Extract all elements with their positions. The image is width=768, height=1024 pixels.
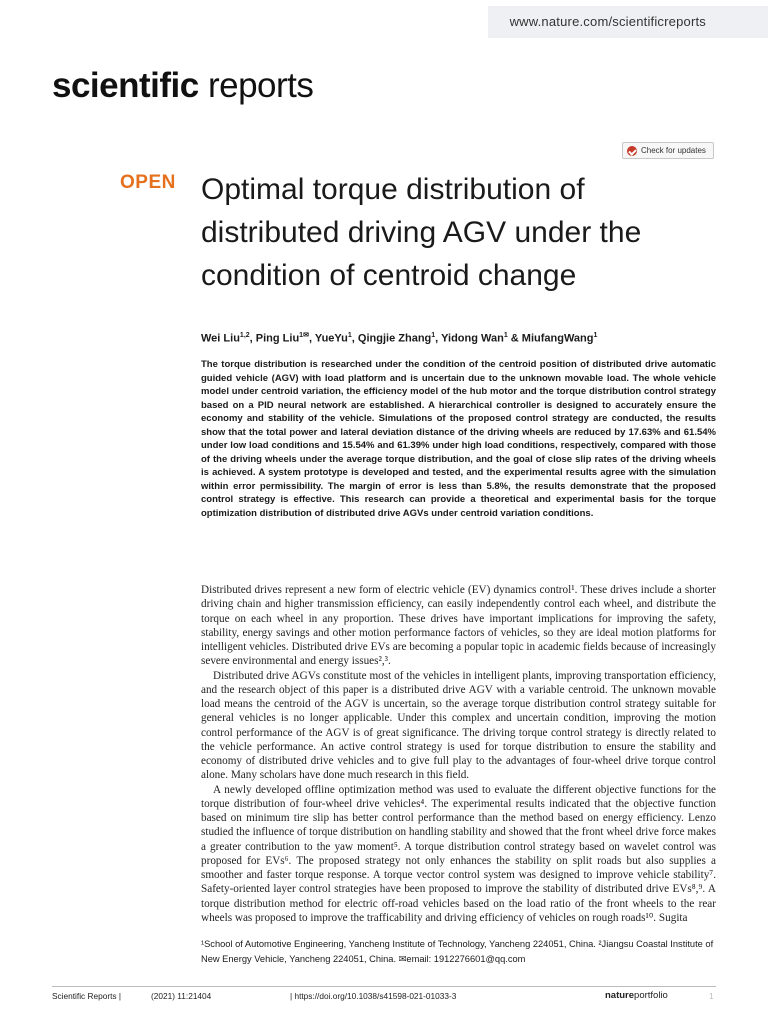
author-name[interactable]: Ping Liu: [255, 332, 300, 345]
journal-name-light: reports: [207, 66, 314, 105]
author-list: Wei Liu$^{1,2}$, Ping Liu$^{1✉}$, YueYu$^1$, Qingjie Zhang$^1$, Yidong Wan$^1$ & MiufangWang$^1$: [201, 332, 598, 345]
check-updates-icon: [627, 146, 637, 156]
journal-name-bold: scientific: [52, 66, 199, 105]
publisher-name-light: portfolio: [634, 990, 668, 1001]
body-paragraph: A newly developed offline optimization method was used to evaluate the different objective functions for the torque distribution of four-wheel drive vehicles⁴. The experimental results indicated that the objective function based on minimum tire slip has better control performance than the method based on energy efficiency. Lenzo studied the influence of torque distribution on handling stability and showed that the front wheel drive force makes a greater contribution to the yaw moment⁵. A torque distribution control strategy based on wavelet control was proposed for EVs⁶. The proposed strategy not only enhances the stability on split roads but also supplies a smoother and faster torque response. A torque vector control system was designed to improve vehicle stability⁷. Safety-oriented layer control strategies have been proposed to improve the stability of distributed drive EVs⁸,⁹. A torque distribution method for electric off-road vehicles based on the load ratio of the front wheels to the rear wheels was proposed to improve the trafficability and driving efficiency of vehicles on rough roads¹⁰. Sugita: [201, 783, 716, 924]
journal-logo[interactable]: [52, 66, 313, 106]
footer-journal-ref: Scientific Reports |: [52, 991, 122, 1001]
author-affiliation: 1✉: [299, 332, 309, 339]
open-access-label: OPEN: [120, 172, 176, 193]
author-affiliation: 1: [431, 332, 436, 339]
top-bar: [0, 0, 768, 42]
publisher-name-bold: nature: [605, 990, 635, 1001]
affiliations-footnote: ¹School of Automotive Engineering, Yancheng Institute of Technology, Yancheng 224051, China. ²Jiangsu Coastal Institute of New Energy Vehicle, Yancheng 224051, China. ✉email: 1912276601@qq.com: [201, 939, 714, 964]
footer-volume: (2021) 11:21404: [151, 991, 212, 1001]
publisher-logo: [605, 990, 668, 1001]
page-footer: [52, 991, 716, 1005]
body-paragraph: Distributed drives represent a new form of electric vehicle (EV) dynamics control¹. These drives include a shorter driving chain and higher transmission efficiency, can easily independently control each wheel, and distribute the torque on each wheel in any proportion. These drives have important implications for improving the safety, stability, energy savings and other motion performance factors of vehicles, so they are ideal motion platforms for intelligent vehicles. Distributed drive EVs are becoming a popular topic in academic fields because of increasingly severe environmental and energy issues²,³.: [201, 584, 716, 668]
author-name[interactable]: Yidong Wan: [441, 332, 504, 345]
check-for-updates-button[interactable]: [622, 142, 714, 159]
author-affiliation: 1: [593, 332, 598, 339]
check-updates-label: Check for updates: [641, 146, 706, 155]
page-number: 1: [709, 991, 714, 1001]
author-name[interactable]: YueYu: [314, 332, 348, 345]
doi-link[interactable]: | https://doi.org/10.1038/s41598-021-01033-3: [290, 991, 457, 1001]
article-title: Optimal torque distribution of distributed driving AGV under the condition of centroid change: [201, 173, 642, 292]
author-name[interactable]: Qingjie Zhang: [357, 332, 432, 345]
abstract: The torque distribution is researched under the condition of the centroid position of distributed drive automatic guided vehicle (AGV) with load platform and is uncertain due to the unknown movable load. The whole vehicle model under centroid variation, the efficiency model of the hub motor and the torque distribution control strategy based on a PID neural network are established. A hierarchical controller is designed to accurately ensure the economy and stability of the vehicle. Simulations of the proposed control strategy are conducted, the results show that the total power and lateral deviation distance of the driving wheels are reduced by 17.63% and 61.54% under low load conditions and 15.54% and 61.39% under high load conditions, respectively, compared with those of the driving wheels under the average torque distribution, and the goal of close slip rates of the driving wheels is achieved. A system prototype is developed and tested, and the experimental results agree with the simulation within error permissibility. The margin of error is less than 5.8%, the results demonstrate that the proposed control strategy is effective. This research can provide a theoretical and experimental basis for the torque optimization distribution of distributed drive AGVs under centroid variation conditions.: [201, 359, 716, 520]
body-paragraph: Distributed drive AGVs constitute most of the vehicles in intelligent plants, improving transportation efficiency, and the research object of this paper is a distributed drive AGV with a variable centroid. The unknown movable load means the centroid of the AGV is uncertain, so the average torque distribution control strategy suitable for general vehicles is no longer applicable. Under this complex and uncertain condition, improving the motion control performance of the AGV is of great significance. The driving torque control strategy is directly related to the vehicle performance. An active control strategy is used for torque distribution to ensure the stability and economy of distributed drive vehicles and to give full play to the advantages of four-wheel drive torque control alone. Many scholars have done much research in this field.: [201, 669, 716, 782]
footer-divider: [52, 986, 716, 987]
author-name[interactable]: Wei Liu: [201, 332, 240, 345]
author-name[interactable]: MiufangWang: [521, 332, 594, 345]
author-affiliation: 1: [347, 332, 352, 339]
author-affiliation: 1,2: [239, 332, 250, 339]
author-affiliation: 1: [503, 332, 508, 339]
article-body: [201, 583, 716, 925]
journal-url-link[interactable]: www.nature.com/scientificreports: [509, 14, 706, 29]
